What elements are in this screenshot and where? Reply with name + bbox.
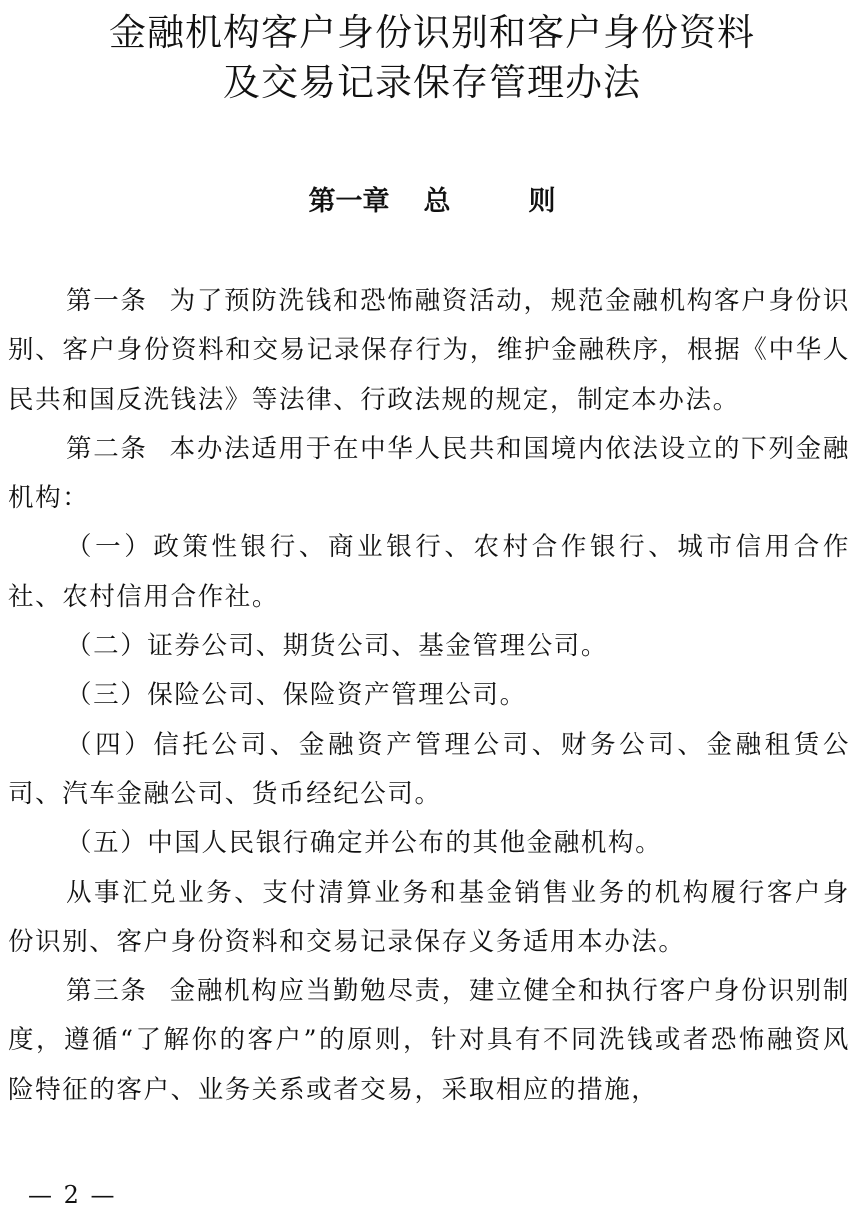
paragraph-text: （三）保险公司、保险资产管理公司。 — [66, 680, 527, 711]
paragraph-text: （二）证券公司、期货公司、基金管理公司。 — [66, 631, 609, 662]
paragraph-text: 为了预防洗钱和恐怖融资活动，规范金融机构客户身份识别、客户身份资料和交易记录保存行为，维护金融秩序，根据《中华人民共和国反洗钱法》等法律、行政法规的规定，制定本办法。 — [8, 286, 850, 415]
paragraph-article-1 — [8, 277, 850, 425]
chapter-name-part-1: 总 — [423, 186, 451, 217]
chapter-name-part-2: 则 — [528, 186, 556, 217]
document-title — [0, 8, 864, 108]
paragraph-text: 本办法适用于在中华人民共和国境内依法设立的下列金融机构： — [8, 433, 850, 514]
chapter-number: 第一章 — [308, 186, 390, 217]
paragraph-article-2 — [8, 425, 850, 524]
paragraph-text: （四）信托公司、金融资产管理公司、财务公司、金融租赁公司、汽车金融公司、货币经纪公司。 — [8, 729, 850, 809]
paragraph-text: （五）中国人民银行确定并公布的其他金融机构。 — [66, 828, 663, 859]
paragraph-article-3 — [8, 967, 850, 1115]
article-number: 第三条 — [66, 976, 148, 1007]
title-line-1: 金融机构客户身份识别和客户身份资料 — [109, 11, 755, 54]
list-item-3 — [8, 671, 850, 720]
paragraph-text: 从事汇兑业务、支付清算业务和基金销售业务的机构履行客户身份识别、客户身份资料和交易记录保存义务适用本办法。 — [8, 877, 850, 957]
paragraph-text: （一）政策性银行、商业银行、农村合作银行、城市信用合作社、农村信用合作社。 — [8, 532, 850, 612]
list-item-4 — [8, 721, 850, 820]
paragraph-text: 金融机构应当勤勉尽责，建立健全和执行客户身份识别制度，遵循“了解你的客户”的原则，针对具有不同洗钱或者恐怖融资风险特征的客户、业务关系或者交易，采取相应的措施， — [8, 976, 850, 1105]
chapter-heading — [0, 182, 864, 222]
article-number: 第二条 — [66, 433, 148, 464]
list-item-5 — [8, 819, 850, 868]
document-body — [8, 277, 850, 1115]
list-item-1 — [8, 523, 850, 622]
list-item-2 — [8, 622, 850, 671]
title-line-2: 及交易记录保存管理办法 — [223, 61, 641, 104]
article-number: 第一条 — [66, 286, 148, 316]
paragraph-scope-extension — [8, 869, 850, 968]
page-number: — 2 — — [28, 1181, 117, 1209]
